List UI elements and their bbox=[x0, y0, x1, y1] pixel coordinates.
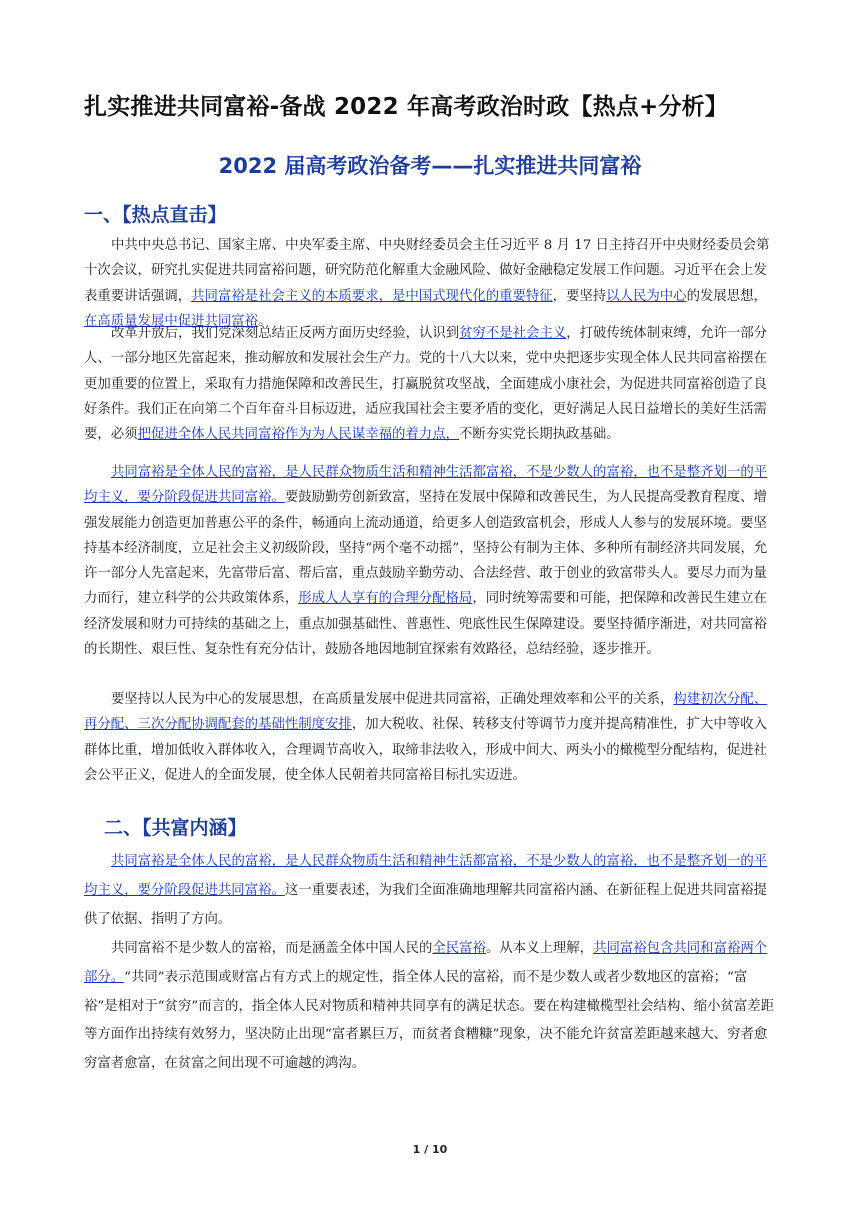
text-segment: 。从本义上理解， bbox=[485, 941, 594, 956]
section-heading-connotation: 二、【共富内涵】 bbox=[104, 817, 247, 839]
text-segment: 要坚持以人民为中心的发展思想，在高质量发展中促进共同富裕，正确处理效率和公平的关系， bbox=[111, 692, 674, 707]
text-segment: 中共中央总书记、国家主席、中央军委主席、中央财经委员会主任习近平 8 月 17 日主持召开中央财经委员会第十次会议，研究扎实促进共同富裕问题，研究防范化解重大金融风险、做好金融稳定发展工作问题。习近平在会上发表重要讲话强调， bbox=[84, 238, 770, 304]
highlighted-phrase[interactable]: 共同富裕是社会主义的本质要求，是中国式现代化的重要特征 bbox=[191, 288, 553, 304]
highlighted-phrase[interactable]: 在高质量发展中促进共同富裕 bbox=[84, 313, 259, 329]
highlighted-phrase[interactable]: 共同富裕是全体人民的富裕，是人民群众物质生活和精神生活都富裕，不是少数人的富裕，也不是整齐划一的平均主义，要分阶段促进共同富裕。 bbox=[84, 854, 768, 898]
text-segment: ，打破传统体制束缚，允许一部分人、一部分地区先富起来，推动解放和发展社会生产力。党的十八大以来，党中央把逐步实现全体人民共同富裕摆在更加重要的位置上，采取有力措施保障和改善民生，打赢脱贫攻坚战，全面建成小康社会，为促进共同富裕创造了良好条件。我们正在向第二个百年奋斗目标迈进，适应我国社会主要矛盾的变化，更好满足人民日益增长的美好生活需要，必须 bbox=[84, 326, 768, 443]
text-segment: “共同”表示范围或财富占有方式上的规定性，指全体人民的富裕，而不是少数人或者少数地区的富裕；“富裕”是相对于“贫穷”而言的，指全体人民对物质和精神共同享有的满足状态。要在构建橄榄型社会结构、缩小贫富差距等方面作出持续有效努力，坚决防止出现“富者累巨万，而贫者食糟糠”现象，决不能允许贫富差距越来越大、穷者愈穷富者愈富，在贫富之间出现不可逾越的鸿沟。 bbox=[84, 969, 775, 1072]
text-segment: 的发展思想， bbox=[686, 288, 767, 304]
highlighted-phrase[interactable]: 贫穷不是社会主义 bbox=[459, 326, 567, 341]
text-segment: 要鼓励勤劳创新致富，坚持在发展中保障和改善民生，为人民提高受教育程度、增强发展能力创造更加普惠公平的条件，畅通向上流动通道，给更多人创造致富机会，形成人人参与的发展环境。要坚持基本经济制度，立足社会主义初级阶段，坚持“两个毫不动摇”，坚持公有制为主体、多种所有制经济共同发展，允许一部分人先富起来，先富带后富、帮后富，重点鼓励辛勤劳动、合法经营、敢于创业的致富带头人。要尽力而为量力而行，建立科学的公共政策体系， bbox=[84, 490, 768, 607]
paragraph bbox=[84, 848, 776, 934]
text-segment: ，要坚持 bbox=[552, 288, 607, 304]
text-segment: 改革开放后，我们党深刻总结正反两方面历史经验，认识到 bbox=[111, 326, 460, 341]
highlighted-phrase[interactable]: 把促进全体人民共同富裕作为为人民谋幸福的着力点， bbox=[137, 427, 459, 443]
document-title: 扎实推进共同富裕-备战 2022 年高考政治时政【热点+分析】 bbox=[84, 94, 729, 120]
highlighted-phrase[interactable]: 形成人人享有的合理分配格局 bbox=[298, 591, 473, 607]
text-segment: 共同富裕不是少数人的富裕，而是涵盖全体中国人民的 bbox=[111, 941, 433, 956]
page-number: 1 / 10 bbox=[412, 1143, 448, 1156]
highlighted-phrase[interactable]: 以人民为中心 bbox=[606, 288, 687, 304]
highlighted-phrase[interactable]: 全民富裕 bbox=[432, 941, 486, 956]
paragraph bbox=[84, 935, 776, 1079]
paragraph bbox=[84, 233, 776, 334]
text-segment: ，同时统筹需要和可能，把保障和改善民生建立在经济发展和财力可持续的基础之上，重点加强基础性、普惠性、兜底性民生保障建设。要坚持循序渐进，对共同富裕的长期性、艰巨性、复杂性有充分估计，鼓励各地因地制宜探索有效路径，总结经验，逐步推开。 bbox=[84, 591, 767, 658]
paragraph bbox=[84, 687, 776, 788]
text-segment: 不断夯实党长期执政基础。 bbox=[458, 427, 620, 443]
text-segment: ，加大税收、社保、转移支付等调节力度并提高精准性，扩大中等收入群体比重，增加低收入群体收入，合理调节高收入，取缔非法收入，形成中间大、两头小的橄榄型分配结构，促进社会公平正义，促进人的全面发展，使全体人民朝着共同富裕目标扎实迈进。 bbox=[84, 717, 767, 783]
document-subtitle: 2022 届高考政治备考——扎实推进共同富裕 bbox=[218, 154, 642, 178]
text-segment: 。 bbox=[258, 313, 272, 329]
highlighted-phrase[interactable]: 共同富裕包含共同和富裕两个部分。 bbox=[84, 941, 768, 985]
section-heading-hot-topic: 一、【热点直击】 bbox=[84, 204, 227, 226]
text-segment: 这一重要表述，为我们全面准确地理解共同富裕内涵、在新征程上促进共同富裕提供了依据、指明了方向。 bbox=[84, 882, 767, 927]
paragraph bbox=[84, 321, 776, 447]
highlighted-phrase[interactable]: 共同富裕是全体人民的富裕，是人民群众物质生活和精神生活都富裕，不是少数人的富裕，也不是整齐划一的平均主义，要分阶段促进共同富裕。 bbox=[84, 465, 768, 506]
paragraph bbox=[84, 460, 776, 662]
highlighted-phrase[interactable]: 构建初次分配、再分配、三次分配协调配套的基础性制度安排 bbox=[84, 692, 768, 733]
